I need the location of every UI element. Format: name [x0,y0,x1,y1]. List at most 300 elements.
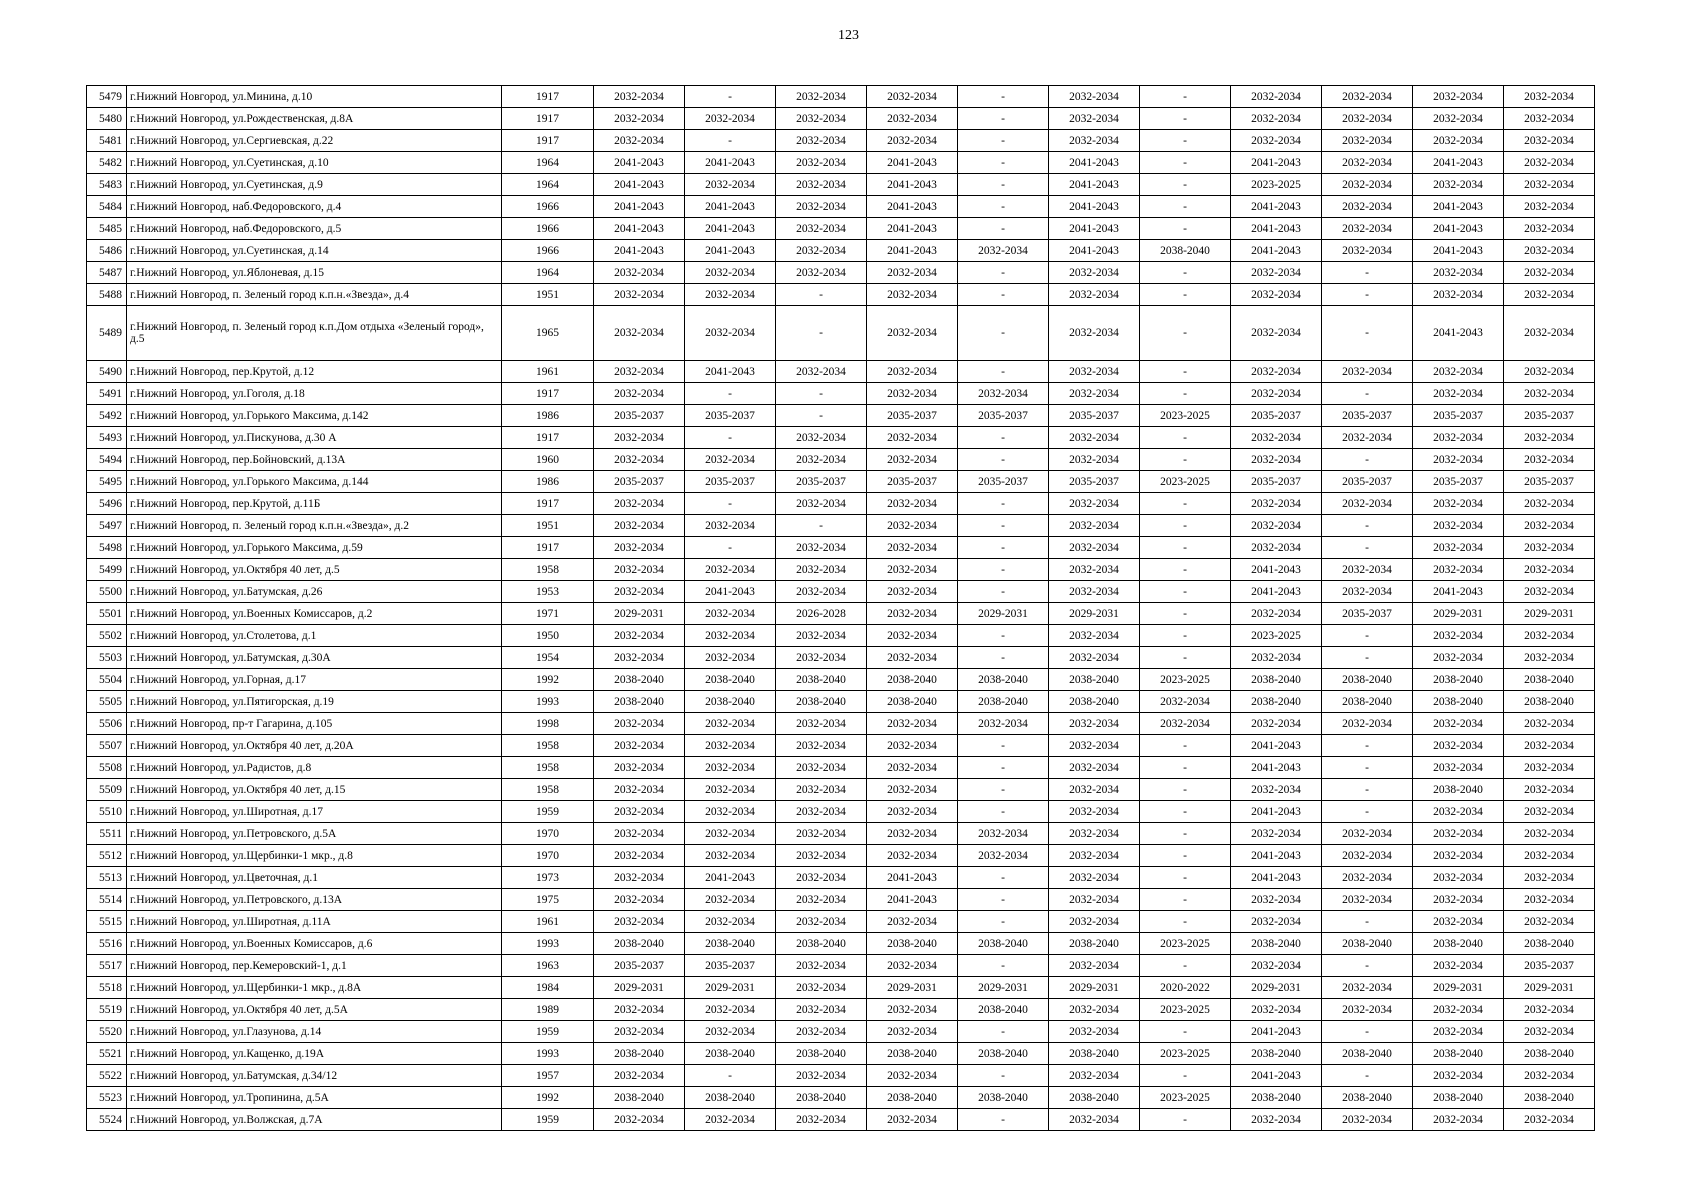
address-cell: г.Нижний Новгород, ул.Горная, д.17 [127,669,502,691]
period-cell: 2032-2034 [776,845,867,867]
period-cell: 2032-2034 [1413,845,1504,867]
period-cell: - [958,889,1049,911]
period-cell: - [1140,581,1231,603]
period-cell: 2032-2034 [1322,493,1413,515]
period-cell: 2041-2043 [1231,218,1322,240]
period-cell: 2032-2034 [1231,383,1322,405]
period-cell: 2032-2034 [1231,86,1322,108]
period-cell: 2038-2040 [594,1087,685,1109]
period-cell: 2032-2034 [685,262,776,284]
period-cell: 2032-2034 [594,559,685,581]
period-cell: 2032-2034 [1140,691,1231,713]
period-cell: 2032-2034 [685,845,776,867]
period-cell: 2032-2034 [1413,108,1504,130]
row-number-cell: 5494 [87,449,127,471]
period-cell: 2032-2034 [1231,603,1322,625]
period-cell: 2032-2034 [1049,108,1140,130]
period-cell: 2041-2043 [867,240,958,262]
period-cell: 2035-2037 [685,405,776,427]
period-cell: 2032-2034 [594,108,685,130]
period-cell: 2032-2034 [1322,86,1413,108]
period-cell: 2032-2034 [1413,911,1504,933]
row-number-cell: 5512 [87,845,127,867]
period-cell: 2041-2043 [1413,306,1504,361]
period-cell: 2038-2040 [1413,933,1504,955]
period-cell: 2038-2040 [685,1087,776,1109]
period-cell: 2035-2037 [1049,405,1140,427]
period-cell: 2032-2034 [1049,1109,1140,1131]
period-cell: 2032-2034 [867,262,958,284]
period-cell: 2032-2034 [1322,823,1413,845]
period-cell: 2029-2031 [1049,977,1140,999]
year-cell: 1966 [502,240,594,262]
address-cell: г.Нижний Новгород, ул.Щербинки-1 мкр., д.8А [127,977,502,999]
period-cell: 2032-2034 [1413,823,1504,845]
period-cell: 2032-2034 [594,867,685,889]
period-cell: 2032-2034 [776,130,867,152]
table-row [87,449,1595,471]
period-cell: 2035-2037 [958,471,1049,493]
table-row [87,933,1595,955]
period-cell: 2041-2043 [1231,801,1322,823]
period-cell: - [1140,427,1231,449]
period-cell: 2041-2043 [1049,218,1140,240]
period-cell: 2035-2037 [1322,603,1413,625]
row-number-cell: 5481 [87,130,127,152]
period-cell: 2038-2040 [685,669,776,691]
period-cell: - [958,515,1049,537]
period-cell: - [958,801,1049,823]
period-cell: 2038-2040 [685,691,776,713]
period-cell: 2032-2034 [1049,262,1140,284]
period-cell: 2032-2034 [1231,779,1322,801]
period-cell: 2038-2040 [594,669,685,691]
period-cell: 2032-2034 [776,999,867,1021]
period-cell: - [1140,735,1231,757]
period-cell: 2029-2031 [1231,977,1322,999]
table-row [87,196,1595,218]
period-cell: 2032-2034 [1049,779,1140,801]
period-cell: 2032-2034 [867,515,958,537]
period-cell: 2038-2040 [1231,669,1322,691]
period-cell: 2038-2040 [685,1043,776,1065]
year-cell: 1958 [502,735,594,757]
housing-repair-schedule-table [86,85,1595,1131]
table-row [87,1109,1595,1131]
year-cell: 1986 [502,405,594,427]
period-cell: 2032-2034 [1231,537,1322,559]
period-cell: 2041-2043 [1413,581,1504,603]
period-cell: 2041-2043 [594,218,685,240]
period-cell: 2032-2034 [1049,823,1140,845]
period-cell: 2032-2034 [594,130,685,152]
period-cell: 2032-2034 [1413,284,1504,306]
period-cell: 2038-2040 [1049,669,1140,691]
period-cell: - [1322,911,1413,933]
period-cell: - [1322,537,1413,559]
period-cell: 2032-2034 [1322,581,1413,603]
address-cell: г.Нижний Новгород, пр-т Гагарина, д.105 [127,713,502,735]
period-cell: 2038-2040 [594,933,685,955]
period-cell: - [1140,823,1231,845]
period-cell: - [958,955,1049,977]
year-cell: 1917 [502,130,594,152]
row-number-cell: 5504 [87,669,127,691]
period-cell: 2023-2025 [1140,1043,1231,1065]
period-cell: 2032-2034 [1049,889,1140,911]
address-cell: г.Нижний Новгород, ул.Октября 40 лет, д.15 [127,779,502,801]
period-cell: - [685,86,776,108]
period-cell: 2041-2043 [1049,196,1140,218]
period-cell: 2032-2034 [594,284,685,306]
period-cell: 2041-2043 [1231,152,1322,174]
period-cell: 2032-2034 [1504,1109,1595,1131]
period-cell: - [776,405,867,427]
period-cell: 2032-2034 [1413,955,1504,977]
period-cell: - [958,449,1049,471]
period-cell: 2032-2034 [1231,955,1322,977]
period-cell: 2032-2034 [1049,559,1140,581]
period-cell: 2032-2034 [1322,152,1413,174]
period-cell: 2032-2034 [1140,713,1231,735]
table-row [87,911,1595,933]
period-cell: 2032-2034 [1322,999,1413,1021]
period-cell: 2032-2034 [685,779,776,801]
year-cell: 1917 [502,383,594,405]
period-cell: 2032-2034 [1504,889,1595,911]
year-cell: 1993 [502,1043,594,1065]
period-cell: 2038-2040 [1049,1043,1140,1065]
period-cell: 2032-2034 [594,537,685,559]
period-cell: 2041-2043 [867,889,958,911]
period-cell: - [1322,515,1413,537]
period-cell: 2032-2034 [867,757,958,779]
year-cell: 1954 [502,647,594,669]
period-cell: 2032-2034 [594,845,685,867]
address-cell: г.Нижний Новгород, ул.Гоголя, д.18 [127,383,502,405]
period-cell: 2032-2034 [1049,955,1140,977]
period-cell: 2032-2034 [1231,647,1322,669]
table-row [87,669,1595,691]
period-cell: 2035-2037 [594,955,685,977]
row-number-cell: 5495 [87,471,127,493]
period-cell: 2032-2034 [1413,999,1504,1021]
period-cell: 2038-2040 [1049,691,1140,713]
period-cell: 2032-2034 [1504,427,1595,449]
period-cell: 2041-2043 [594,196,685,218]
period-cell: 2032-2034 [1504,152,1595,174]
period-cell: 2032-2034 [1413,625,1504,647]
period-cell: 2032-2034 [594,427,685,449]
period-cell: 2041-2043 [1413,218,1504,240]
address-cell: г.Нижний Новгород, п. Зеленый город к.п.н.«Звезда», д.2 [127,515,502,537]
period-cell: 2029-2031 [867,977,958,999]
period-cell: - [685,493,776,515]
period-cell: 2032-2034 [776,779,867,801]
table-row [87,867,1595,889]
period-cell: - [1140,108,1231,130]
period-cell: - [1140,361,1231,383]
period-cell: 2032-2034 [594,515,685,537]
period-cell: 2032-2034 [1504,757,1595,779]
period-cell: - [685,383,776,405]
period-cell: 2032-2034 [776,196,867,218]
period-cell: - [1140,845,1231,867]
period-cell: 2029-2031 [1504,977,1595,999]
period-cell: 2032-2034 [867,735,958,757]
table-row [87,240,1595,262]
period-cell: 2038-2040 [1504,691,1595,713]
period-cell: 2029-2031 [685,977,776,999]
period-cell: 2032-2034 [594,779,685,801]
period-cell: 2023-2025 [1140,999,1231,1021]
address-cell: г.Нижний Новгород, ул.Глазунова, д.14 [127,1021,502,1043]
period-cell: 2032-2034 [1413,537,1504,559]
period-cell: 2038-2040 [958,1043,1049,1065]
period-cell: 2038-2040 [1504,669,1595,691]
period-cell: 2041-2043 [594,240,685,262]
row-number-cell: 5501 [87,603,127,625]
period-cell: - [1140,152,1231,174]
period-cell: - [958,130,1049,152]
period-cell: 2032-2034 [776,911,867,933]
period-cell: 2032-2034 [867,911,958,933]
period-cell: 2032-2034 [1504,284,1595,306]
period-cell: 2029-2031 [958,977,1049,999]
period-cell: 2038-2040 [958,691,1049,713]
period-cell: 2032-2034 [1504,361,1595,383]
period-cell: 2032-2034 [1413,427,1504,449]
period-cell: - [1140,867,1231,889]
period-cell: - [958,196,1049,218]
period-cell: 2032-2034 [867,1109,958,1131]
period-cell: 2032-2034 [776,735,867,757]
period-cell: 2032-2034 [1504,306,1595,361]
period-cell: 2032-2034 [776,1065,867,1087]
table-row [87,427,1595,449]
period-cell: - [1322,449,1413,471]
period-cell: 2032-2034 [1049,1065,1140,1087]
period-cell: 2035-2037 [1322,405,1413,427]
row-number-cell: 5521 [87,1043,127,1065]
period-cell: 2032-2034 [776,240,867,262]
period-cell: 2032-2034 [867,713,958,735]
address-cell: г.Нижний Новгород, ул.Минина, д.10 [127,86,502,108]
period-cell: 2023-2025 [1140,471,1231,493]
period-cell: 2041-2043 [1413,152,1504,174]
period-cell: 2041-2043 [1413,196,1504,218]
period-cell: 2035-2037 [594,405,685,427]
period-cell: 2032-2034 [1413,559,1504,581]
period-cell: 2032-2034 [776,108,867,130]
period-cell: 2032-2034 [958,823,1049,845]
period-cell: 2032-2034 [1413,735,1504,757]
period-cell: 2038-2040 [1413,1087,1504,1109]
period-cell: 2032-2034 [776,262,867,284]
address-cell: г.Нижний Новгород, ул.Горького Максима, д.59 [127,537,502,559]
period-cell: - [1140,196,1231,218]
table-row [87,977,1595,999]
address-cell: г.Нижний Новгород, ул.Батумская, д.34/12 [127,1065,502,1087]
period-cell: 2032-2034 [776,427,867,449]
period-cell: 2032-2034 [594,493,685,515]
address-cell: г.Нижний Новгород, п. Зеленый город к.п.н.«Звезда», д.4 [127,284,502,306]
period-cell: 2041-2043 [1049,240,1140,262]
table-row [87,999,1595,1021]
period-cell: 2032-2034 [1231,449,1322,471]
year-cell: 1958 [502,559,594,581]
period-cell: - [1140,801,1231,823]
period-cell: 2035-2037 [1504,955,1595,977]
period-cell: 2029-2031 [1413,977,1504,999]
period-cell: 2035-2037 [685,471,776,493]
table-row [87,108,1595,130]
row-number-cell: 5502 [87,625,127,647]
address-cell: г.Нижний Новгород, ул.Тропинина, д.5А [127,1087,502,1109]
period-cell: 2020-2022 [1140,977,1231,999]
row-number-cell: 5486 [87,240,127,262]
period-cell: 2032-2034 [867,647,958,669]
period-cell: 2032-2034 [685,647,776,669]
period-cell: 2032-2034 [1231,493,1322,515]
period-cell: 2023-2025 [1140,1087,1231,1109]
period-cell: 2041-2043 [867,174,958,196]
period-cell: 2041-2043 [867,196,958,218]
period-cell: 2032-2034 [1413,801,1504,823]
period-cell: 2038-2040 [1231,933,1322,955]
period-cell: 2032-2034 [1504,449,1595,471]
period-cell: 2035-2037 [1504,405,1595,427]
period-cell: 2032-2034 [1322,559,1413,581]
address-cell: г.Нижний Новгород, п. Зеленый город к.п.Дом отдыха «Зеленый город», д.5 [127,306,502,361]
period-cell: 2032-2034 [1322,108,1413,130]
period-cell: 2032-2034 [1322,845,1413,867]
period-cell: 2038-2040 [958,669,1049,691]
period-cell: - [1322,1065,1413,1087]
period-cell: 2032-2034 [1231,999,1322,1021]
period-cell: 2041-2043 [685,867,776,889]
period-cell: 2032-2034 [776,537,867,559]
period-cell: 2038-2040 [1504,1043,1595,1065]
year-cell: 1963 [502,955,594,977]
table-row [87,625,1595,647]
period-cell: 2029-2031 [1413,603,1504,625]
row-number-cell: 5523 [87,1087,127,1109]
year-cell: 1966 [502,196,594,218]
period-cell: - [958,625,1049,647]
period-cell: 2038-2040 [685,933,776,955]
period-cell: 2032-2034 [776,559,867,581]
period-cell: 2035-2037 [1231,471,1322,493]
address-cell: г.Нижний Новгород, ул.Горького Максима, д.144 [127,471,502,493]
period-cell: 2032-2034 [958,845,1049,867]
period-cell: - [1140,306,1231,361]
period-cell: 2032-2034 [594,647,685,669]
period-cell: - [1140,559,1231,581]
period-cell: 2023-2025 [1140,933,1231,955]
period-cell: 2032-2034 [1049,845,1140,867]
period-cell: 2032-2034 [1049,581,1140,603]
table-row [87,1065,1595,1087]
period-cell: - [1140,218,1231,240]
period-cell: 2032-2034 [1049,284,1140,306]
period-cell: - [685,427,776,449]
period-cell: 2038-2040 [776,1087,867,1109]
address-cell: г.Нижний Новгород, ул.Батумская, д.26 [127,581,502,603]
year-cell: 1964 [502,174,594,196]
period-cell: 2032-2034 [685,999,776,1021]
period-cell: 2029-2031 [594,603,685,625]
period-cell: - [1322,955,1413,977]
period-cell: 2032-2034 [776,867,867,889]
year-cell: 1964 [502,262,594,284]
row-number-cell: 5485 [87,218,127,240]
row-number-cell: 5509 [87,779,127,801]
period-cell: 2032-2034 [867,449,958,471]
period-cell: 2041-2043 [1231,1021,1322,1043]
row-number-cell: 5499 [87,559,127,581]
period-cell: 2038-2040 [1322,1087,1413,1109]
period-cell: 2032-2034 [1049,361,1140,383]
period-cell: 2041-2043 [1231,240,1322,262]
period-cell: 2038-2040 [1049,933,1140,955]
period-cell: 2032-2034 [1049,713,1140,735]
address-cell: г.Нижний Новгород, наб.Федоровского, д.5 [127,218,502,240]
address-cell: г.Нижний Новгород, ул.Волжская, д.7А [127,1109,502,1131]
address-cell: г.Нижний Новгород, ул.Суетинская, д.10 [127,152,502,174]
period-cell: 2032-2034 [867,427,958,449]
period-cell: 2038-2040 [1140,240,1231,262]
row-number-cell: 5487 [87,262,127,284]
period-cell: 2041-2043 [685,240,776,262]
period-cell: 2041-2043 [1413,240,1504,262]
year-cell: 1958 [502,779,594,801]
year-cell: 1970 [502,823,594,845]
table-row [87,493,1595,515]
row-number-cell: 5479 [87,86,127,108]
table-row [87,823,1595,845]
period-cell: - [958,174,1049,196]
table-row [87,361,1595,383]
table-row [87,405,1595,427]
period-cell: 2038-2040 [1504,933,1595,955]
period-cell: 2032-2034 [1049,427,1140,449]
period-cell: - [1322,262,1413,284]
period-cell: 2032-2034 [1504,999,1595,1021]
period-cell: - [1140,537,1231,559]
address-cell: г.Нижний Новгород, ул.Суетинская, д.14 [127,240,502,262]
period-cell: 2032-2034 [776,647,867,669]
period-cell: 2032-2034 [685,306,776,361]
period-cell: 2032-2034 [1231,361,1322,383]
year-cell: 1993 [502,691,594,713]
period-cell: - [776,383,867,405]
period-cell: - [958,86,1049,108]
period-cell: 2041-2043 [1231,845,1322,867]
row-number-cell: 5505 [87,691,127,713]
table-row [87,1043,1595,1065]
row-number-cell: 5511 [87,823,127,845]
address-cell: г.Нижний Новгород, ул.Октября 40 лет, д.5А [127,999,502,1021]
period-cell: 2032-2034 [1231,911,1322,933]
period-cell: 2038-2040 [958,999,1049,1021]
period-cell: - [1140,493,1231,515]
row-number-cell: 5490 [87,361,127,383]
period-cell: 2032-2034 [594,262,685,284]
period-cell: - [1322,625,1413,647]
period-cell: 2032-2034 [1504,240,1595,262]
year-cell: 1973 [502,867,594,889]
